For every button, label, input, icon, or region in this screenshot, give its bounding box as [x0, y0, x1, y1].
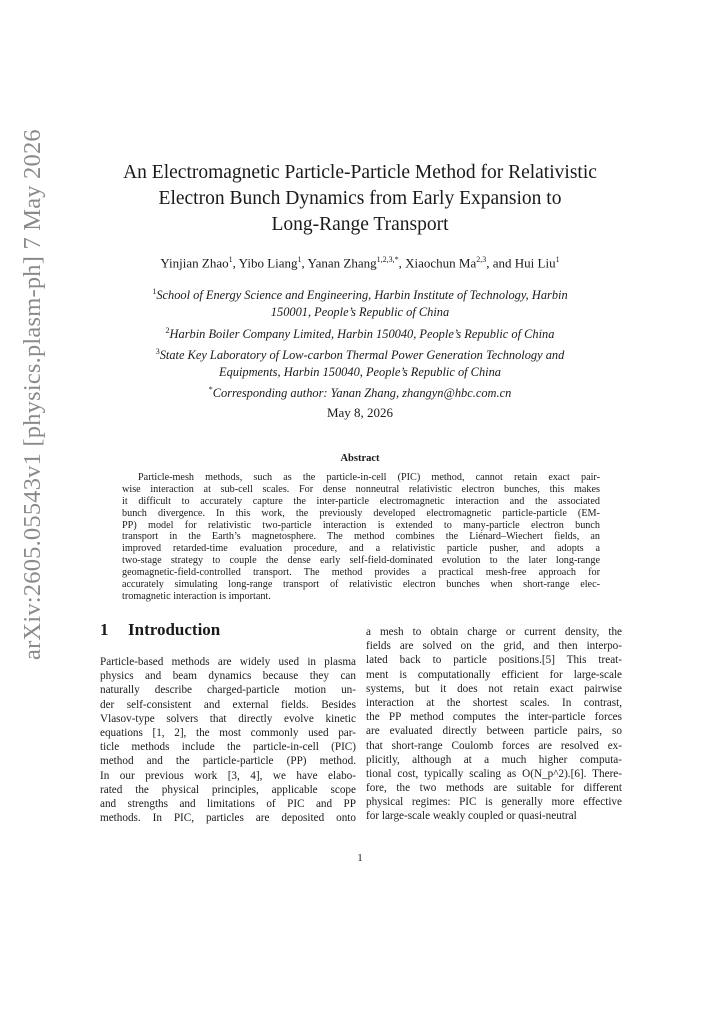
author-name: Hui Liu [514, 255, 556, 271]
affiliation-text: State Key Laboratory of Low-carbon Thermal Power Generation Technology and [159, 347, 565, 362]
body-line: and strengths and limitations of PIC and PP [100, 797, 356, 810]
body-line: that short-range Coulomb forces are resolved ex- [366, 739, 622, 752]
abstract-line: two-stage strategy to couple the dense early self-field-dominated evolution to the later long-range [122, 555, 600, 567]
abstract-line: PP) model for relativistic two-particle interaction is extended to many-particle electron bunch [122, 519, 600, 531]
affiliation-sup: 2 [165, 325, 170, 335]
abstract-line: tromagnetic interaction is important. [122, 590, 271, 602]
author-affil-sup: 1 [297, 255, 302, 264]
body-line: a mesh to obtain charge or current density, the [366, 626, 622, 638]
author-name: Yibo Liang [238, 255, 298, 271]
affiliation-text: Corresponding author: Yanan Zhang, zhangyn@hbc.com.cn [212, 386, 512, 401]
affiliation-text: Harbin Boiler Company Limited, Harbin 150040, People’s Republic of China [169, 326, 555, 341]
page-number: 1 [357, 852, 363, 864]
body-line: plicitly, although at a much higher computa- [366, 753, 622, 766]
author-separator: , [301, 255, 308, 271]
body-line: Vlasov-type solvers that directly evolve kinetic [100, 712, 356, 725]
author-affil-sup: 1 [228, 255, 233, 264]
author-list [80, 255, 640, 271]
author-separator: , and [486, 255, 515, 271]
affiliation-line [95, 304, 625, 321]
abstract-line: geomagnetic-field-controlled transport. The method provides a practical mesh-free approach for [122, 567, 600, 579]
body-line: equations [1, 2], the most commonly used par- [100, 726, 356, 739]
body-line: ticle methods include the particle-in-cell (PIC) [100, 741, 356, 754]
affiliation-line [95, 381, 625, 402]
title-line: Electron Bunch Dynamics from Early Expansion to [158, 188, 562, 209]
abstract-line: bunch divergence. In this work, the previously developed electromagnetic particle-particle (EM- [122, 507, 600, 519]
body-line: der self-consistent and external fields. Besides [100, 698, 356, 711]
body-line: fore, the two methods are suitable for different [366, 782, 622, 795]
abstract-line: improved retarded-time evaluation procedure, and a relativistic particle pusher, and adopts a [122, 543, 600, 555]
body-line: method and the particle-particle (PP) method. [100, 755, 356, 768]
body-line: Particle-based methods are widely used in plasma [100, 656, 356, 668]
author-name: Xiaochun Ma [405, 255, 477, 271]
body-line: for large-scale weakly coupled or quasi-neutral [366, 810, 577, 823]
body-line: fields are solved on the grid, and then interpo- [366, 640, 622, 653]
abstract-line: accurately simulating long-range transport of relativistic electron bunches when short-range elec- [122, 579, 600, 591]
affiliation-line [95, 322, 625, 343]
body-line: interaction at the shortest scales. In contrast, [366, 696, 622, 709]
paper-title [90, 160, 630, 238]
author-affil-sup: 1,2,3,* [376, 255, 399, 264]
body-line: ment is computationally efficient for large-scale [366, 668, 622, 681]
author-affil-sup: 1 [555, 255, 560, 264]
affiliation-sup: 3 [155, 346, 160, 356]
affiliation-line [95, 364, 625, 381]
body-line: methods. In PIC, particles are deposited onto [100, 812, 356, 825]
title-line: An Electromagnetic Particle-Particle Method for Relativistic [123, 162, 597, 183]
affiliation-line [95, 343, 625, 364]
section-number: 1 [100, 620, 109, 639]
section-title: Introduction [128, 620, 221, 639]
body-line: physics and beam dynamics because they can [100, 670, 356, 683]
affiliation-text: 150001, People’s Republic of China [270, 305, 450, 320]
left-column [100, 655, 356, 825]
affiliations [95, 283, 625, 403]
body-line: are evaluated directly between particle pairs, so [366, 725, 622, 738]
abstract-body [122, 472, 600, 603]
author-name: Yanan Zhang [307, 255, 377, 271]
arxiv-identifier[interactable]: arXiv:2605.05543v1 [physics.plasm-ph] 7 May 2026 [19, 129, 46, 660]
affiliation-sup: * [208, 385, 213, 395]
body-line: naturally describe charged-particle motion un- [100, 684, 356, 697]
body-line: physical regimes: PIC is generally more effective [366, 796, 622, 809]
paper-date: May 8, 2026 [326, 405, 394, 420]
author-affil-sup: 2,3 [476, 255, 487, 264]
abstract-heading: Abstract [340, 453, 380, 464]
body-line: systems, but it does not retain exact pairwise [366, 682, 622, 695]
affiliation-text: School of Energy Science and Engineering, Harbin Institute of Technology, Harbin [156, 288, 568, 303]
author-separator: , [398, 255, 406, 271]
abstract-line: it difficult to accurately capture the inter-particle electromagnetic interaction and the associated [122, 495, 600, 507]
author-name: Yinjian Zhao [160, 255, 229, 271]
affiliation-text: Equipments, Harbin 150040, People’s Republic of China [219, 365, 501, 380]
affiliation-sup: 1 [152, 287, 157, 296]
body-line: lated back to particle positions.[5] This treat- [366, 654, 622, 667]
abstract-line: transport in the Earth’s magnetosphere. The method combines the Liénard–Wiechert fields, an [122, 531, 600, 543]
title-line: Long-Range Transport [271, 214, 449, 235]
abstract-line: wise interaction at sub-cell scales. For dense nonneutral relativistic electron bunches, this makes [122, 483, 600, 495]
affiliation-line [95, 283, 625, 304]
body-line: tional cost, typically scaling as O(N_p^2).[6]. There- [366, 767, 622, 780]
body-line: the PP method computes the inter-particle forces [366, 711, 622, 724]
author-separator: , [232, 255, 239, 271]
abstract-line: Particle-mesh methods, such as the particle-in-cell (PIC) method, cannot retain exact pair- [138, 472, 600, 483]
body-line: In our previous work [3, 4], we have elabo- [100, 769, 356, 782]
section-heading [100, 620, 220, 640]
right-column [366, 625, 622, 824]
body-line: rated the physical principles, applicable scope [100, 783, 356, 796]
